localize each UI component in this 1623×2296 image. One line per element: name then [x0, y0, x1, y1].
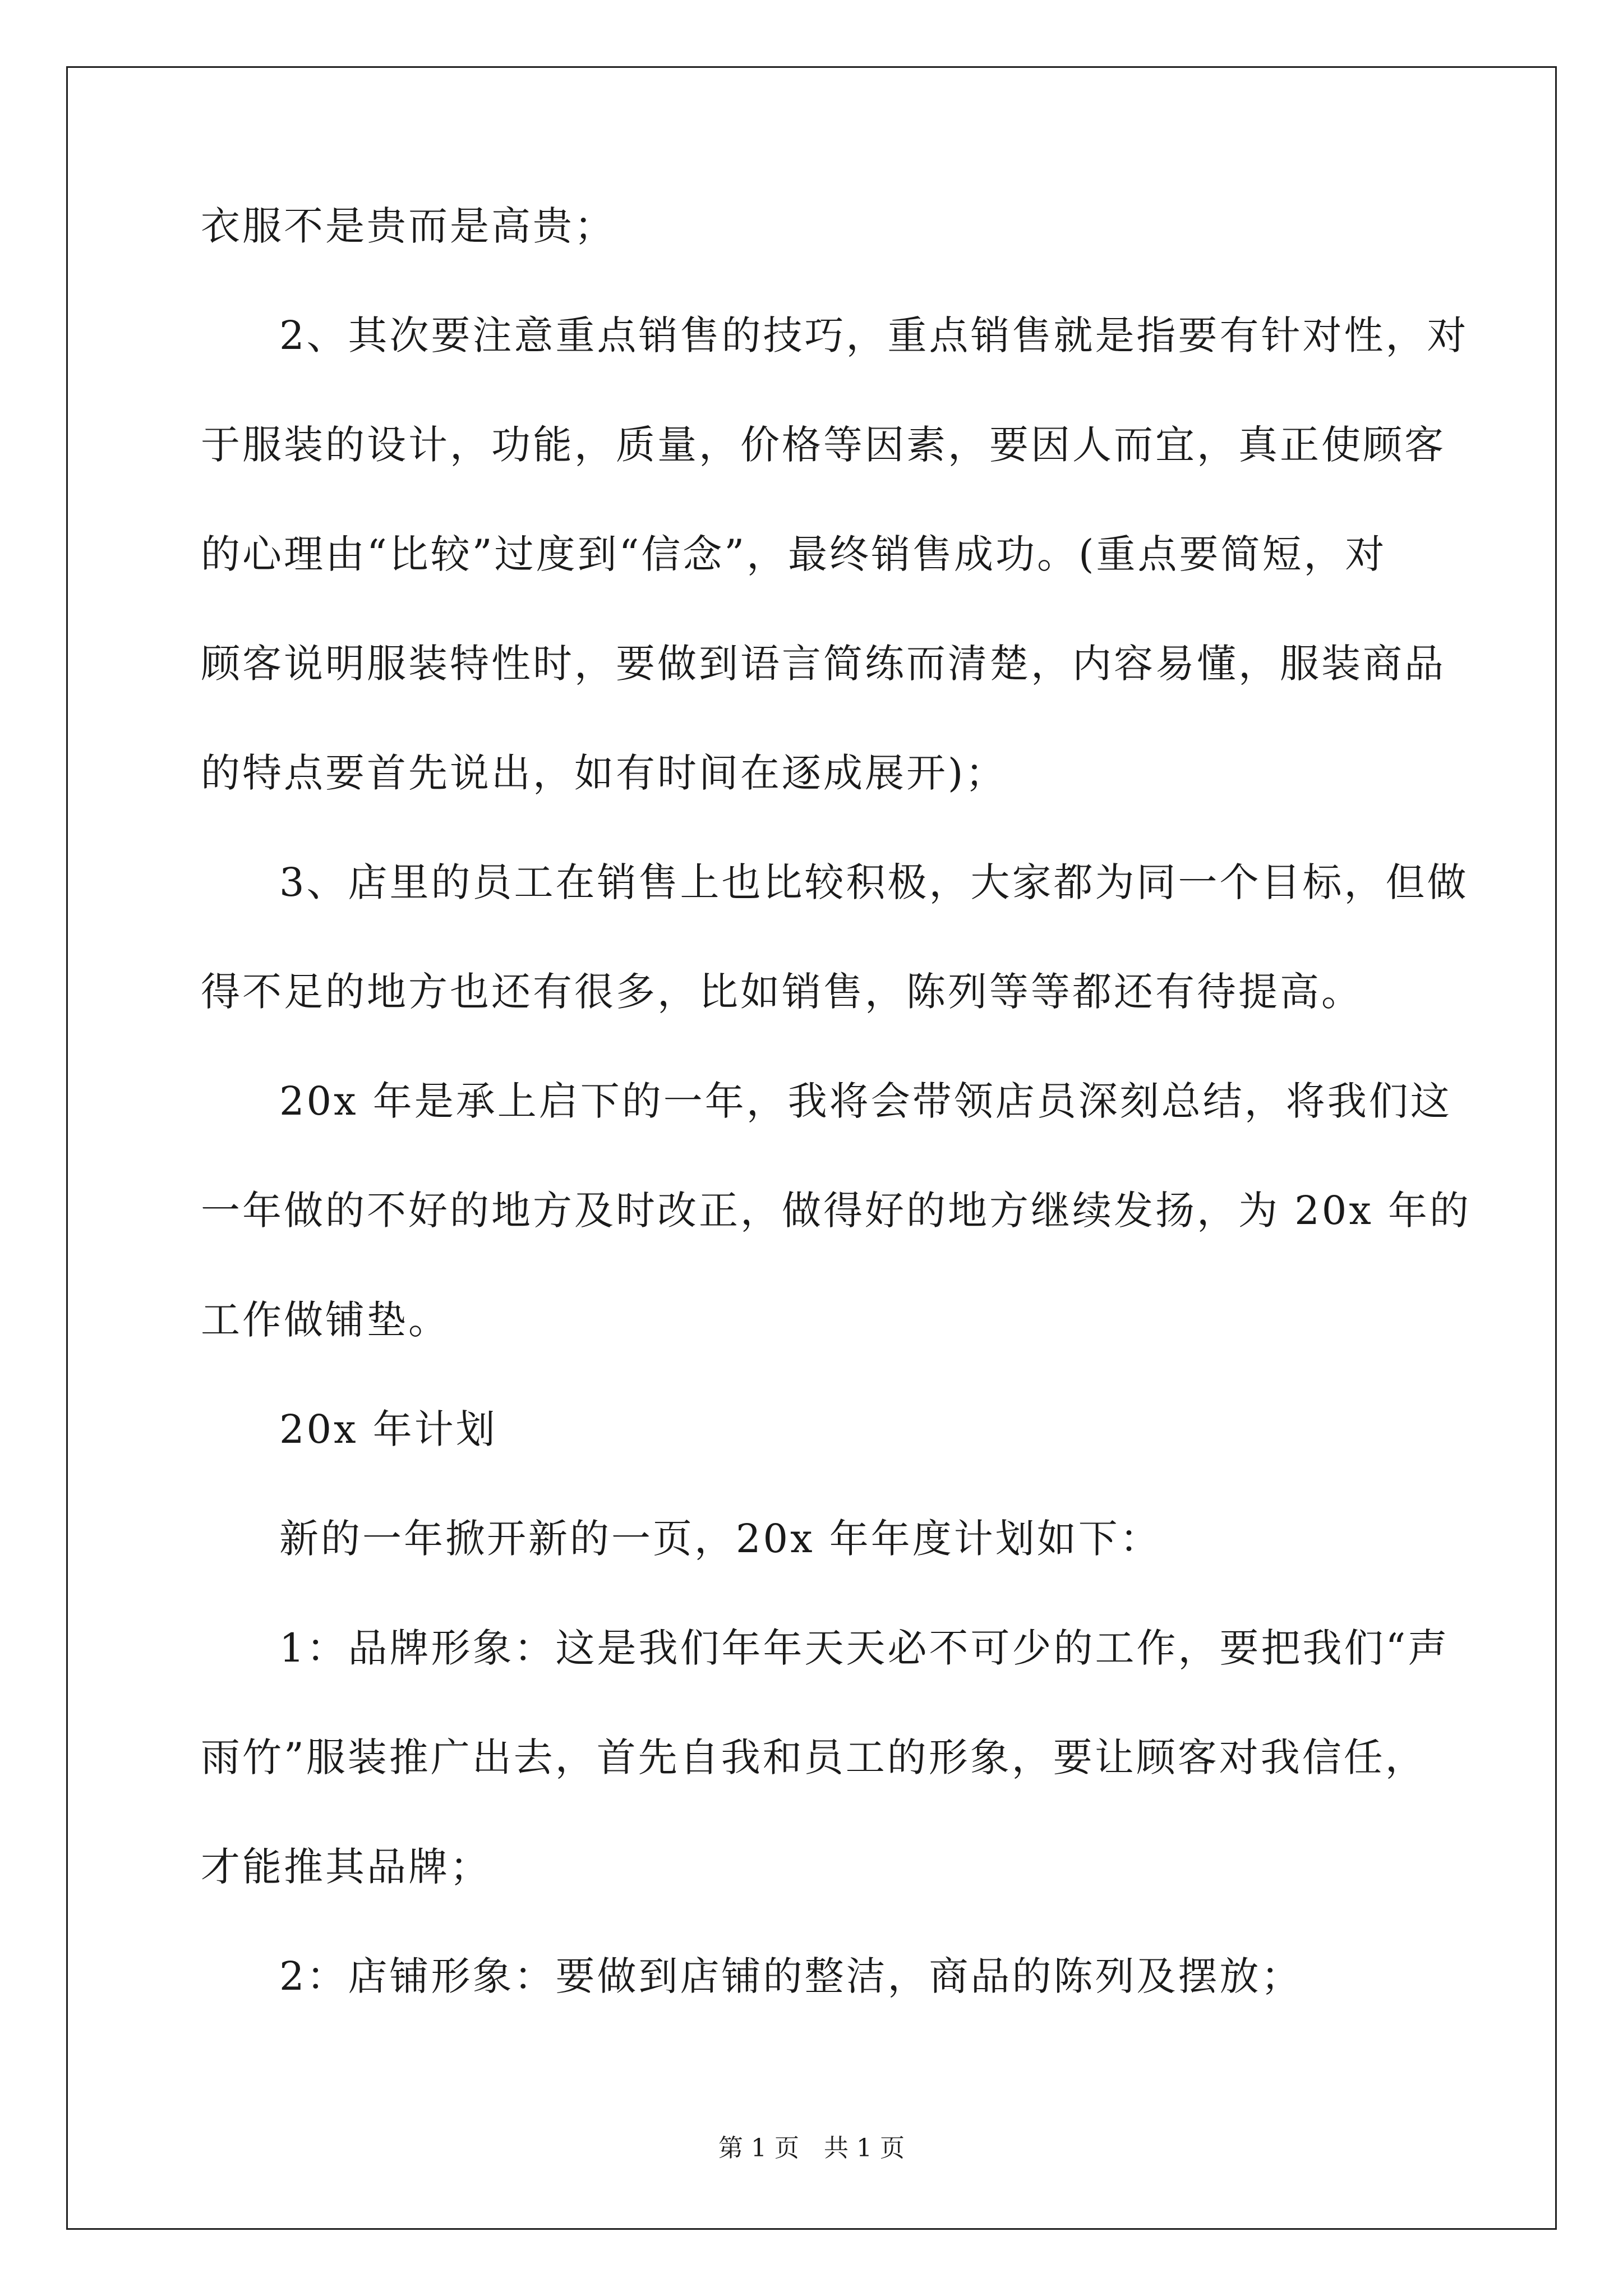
text-line: 2：店铺形象：要做到店铺的整洁，商品的陈列及摆放；: [279, 1953, 1303, 1999]
text-line: 一年做的不好的地方及时改正，做得好的地方继续发扬，为 20x 年的: [201, 1188, 1472, 1234]
text-line: 的特点要首先说出，如有时间在逐成展开)；: [201, 750, 1007, 796]
text-line: 顾客说明服装特性时，要做到语言简练而清楚，内容易懂，服装商品: [201, 641, 1446, 687]
text-line: 得不足的地方也还有很多，比如销售，陈列等等都还有待提高。: [201, 969, 1363, 1015]
text-line: 才能推其品牌；: [201, 1844, 491, 1890]
text-line: 工作做铺垫。: [201, 1297, 450, 1343]
text-line: 衣服不是贵而是高贵；: [201, 203, 616, 249]
text-line: 雨竹”服装推广出去，首先自我和员工的形象，要让顾客对我信任，: [201, 1734, 1427, 1780]
text-line: 的心理由“比较”过度到“信念”，最终销售成功。(重点要简短，对: [201, 531, 1387, 577]
text-line: 3、店里的员工在销售上也比较积极，大家都为同一个目标，但做: [279, 859, 1469, 905]
text-line: 20x 年是承上启下的一年，我将会带领店员深刻总结，将我们这: [279, 1078, 1452, 1124]
text-line: 新的一年掀开新的一页，20x 年年度计划如下：: [279, 1516, 1161, 1562]
section-heading: 20x 年计划: [279, 1406, 497, 1452]
text-line: 2、其次要注意重点销售的技巧，重点销售就是指要有针对性，对: [279, 312, 1469, 358]
text-line: 于服装的设计，功能，质量，价格等因素，要因人而宜，真正使顾客: [201, 422, 1446, 468]
page-border: [66, 66, 1557, 2230]
page-footer: 第 1 页 共 1 页: [718, 2134, 905, 2162]
text-line: 1：品牌形象：这是我们年年天天必不可少的工作，要把我们“声: [279, 1625, 1450, 1671]
